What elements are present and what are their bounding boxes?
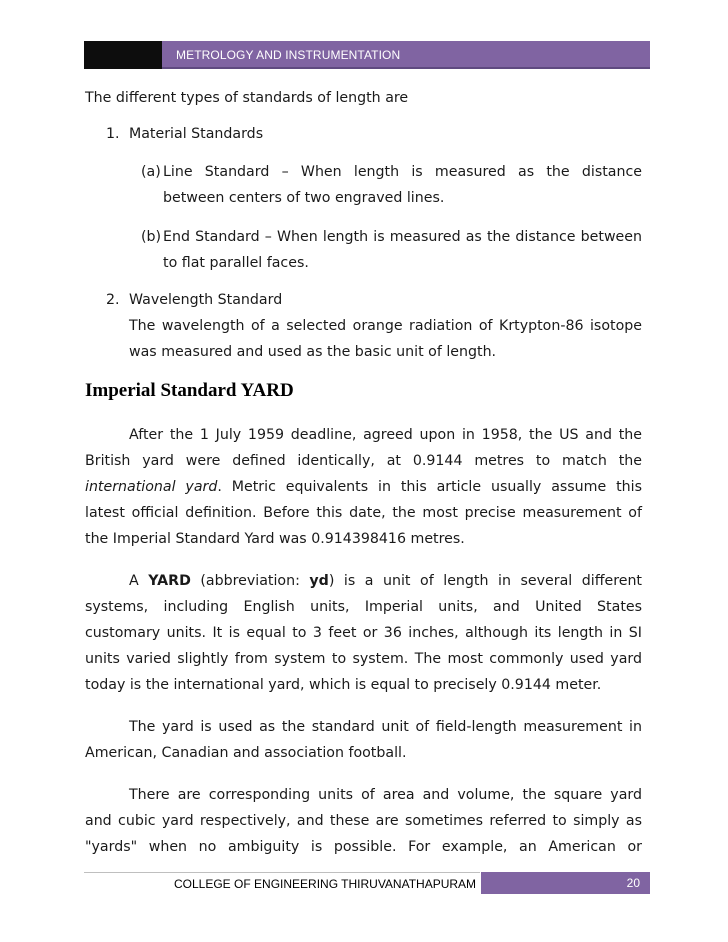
para3-line2: American, Canadian and association football. — [85, 745, 407, 761]
sub-item-b-label: (b) — [141, 229, 162, 245]
para1-line5: the Imperial Standard Yard was 0.914398416 metres. — [85, 531, 465, 547]
list-item-2-number: 2. — [106, 292, 120, 308]
page-number: 20 — [626, 876, 640, 890]
para2-line1 — [129, 572, 642, 590]
para2-text-a: A — [129, 573, 149, 589]
sub-item-b-line2: to flat parallel faces. — [163, 255, 309, 271]
para1-line3 — [85, 478, 642, 496]
sub-item-a-line1: Line Standard – When length is measured as the distance — [163, 164, 642, 180]
para2-text-c: ) is a unit of length in several different — [328, 573, 642, 589]
header-black-block — [84, 41, 162, 69]
para2-line4: units varied slightly from system to system. The most commonly used yard — [85, 651, 642, 667]
footer-college-name: COLLEGE OF ENGINEERING THIRUVANATHAPURAM — [174, 877, 477, 891]
para1-line1: After the 1 July 1959 deadline, agreed upon in 1958, the US and the — [129, 427, 642, 443]
section-heading: Imperial Standard YARD — [85, 380, 294, 401]
list-item-1-title: Material Standards — [129, 126, 264, 142]
para3-line1: The yard is used as the standard unit of field-length measurement in — [129, 719, 642, 735]
para2-bold-yd: yd — [309, 573, 329, 589]
para2-bold-yard: YARD — [148, 573, 191, 589]
sub-item-a-label: (a) — [141, 164, 161, 180]
list-item-1-number: 1. — [106, 126, 120, 142]
para4-line3: "yards" when no ambiguity is possible. For example, an American or — [85, 839, 642, 855]
sub-item-b-line1: End Standard – When length is measured as the distance between — [163, 229, 642, 245]
para2-line2: systems, including English units, Imperial units, and United States — [85, 599, 642, 615]
para1-italic-term: international yard — [85, 479, 218, 495]
para2-line5: today is the international yard, which is equal to precisely 0.9144 meter. — [85, 677, 602, 693]
intro-text: The different types of standards of length are — [85, 90, 409, 106]
page-header — [84, 41, 650, 69]
list-item-2-line1: The wavelength of a selected orange radiation of Krtypton-86 isotope — [129, 318, 642, 334]
list-item-2-line2: was measured and used as the basic unit of length. — [129, 344, 497, 360]
para1-line2: British yard were defined identically, at 0.9144 metres to match the — [85, 453, 642, 469]
header-title: METROLOGY AND INSTRUMENTATION — [176, 48, 401, 62]
footer-page-box — [481, 872, 650, 894]
para2-text-b: (abbreviation: — [190, 573, 310, 589]
para1-line4: latest official definition. Before this date, the most precise measurement of — [85, 505, 642, 521]
para4-line1: There are corresponding units of area and volume, the square yard — [129, 787, 642, 803]
para2-line3: customary units. It is equal to 3 feet or 36 inches, although its length in SI — [85, 625, 642, 641]
sub-item-a-line2: between centers of two engraved lines. — [163, 190, 445, 206]
para4-line2: and cubic yard respectively, and these are sometimes referred to simply as — [85, 813, 642, 829]
para1-line3-rest: . Metric equivalents in this article usually assume this — [217, 479, 642, 495]
list-item-2-title: Wavelength Standard — [129, 292, 283, 308]
